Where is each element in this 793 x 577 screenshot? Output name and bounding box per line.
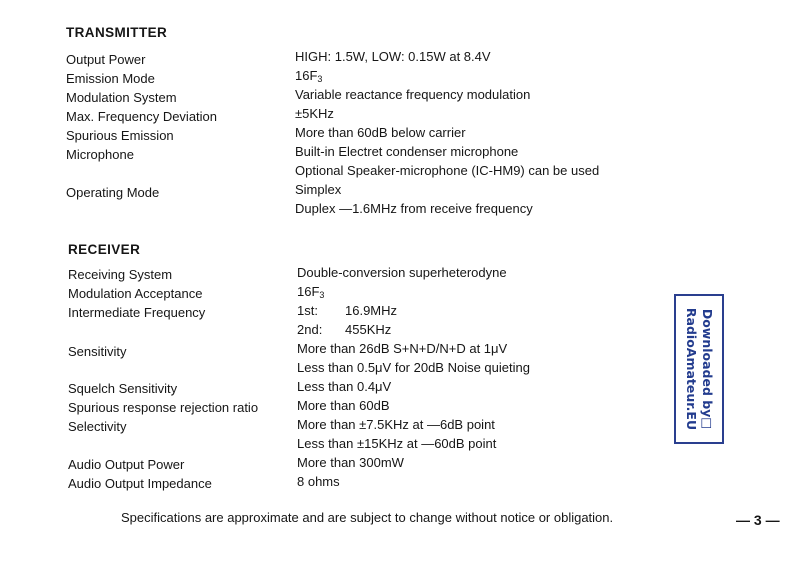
spec-value: More than ±7.5KHz at —6dB point	[297, 417, 495, 432]
transmitter-heading: TRANSMITTER	[66, 25, 168, 40]
spec-value-cont: Optional Speaker-microphone (IC-HM9) can be used	[295, 163, 600, 178]
spec-label: Modulation Acceptance	[68, 286, 203, 301]
spec-value: More than 300mW	[297, 455, 404, 470]
spec-value: Simplex	[295, 182, 342, 197]
spec-value: More than 60dB	[297, 398, 390, 413]
spec-label: Selectivity	[68, 419, 127, 434]
spec-label: Emission Mode	[66, 71, 155, 86]
spec-value: Built-in Electret condenser microphone	[295, 144, 519, 159]
spec-value: 8 ohms	[297, 474, 340, 489]
spec-label: Sensitivity	[68, 344, 127, 359]
spec-value: Variable reactance frequency modulation	[295, 87, 531, 102]
spec-value: ±5KHz	[295, 106, 334, 121]
footer-note: Specifications are approximate and are subject to change without notice or obligation.	[121, 510, 614, 525]
spec-value: 1st: 16.9MHz	[297, 303, 398, 318]
spec-label: Audio Output Power	[68, 457, 185, 472]
spec-value: Less than 0.4μV	[297, 379, 392, 394]
spec-label: Operating Mode	[66, 185, 160, 200]
spec-value: Double-conversion superheterodyne	[297, 265, 507, 280]
spec-value: HIGH: 1.5W, LOW: 0.15W at 8.4V	[295, 49, 491, 64]
spec-label: Microphone	[66, 147, 134, 162]
spec-label: Max. Frequency Deviation	[66, 109, 218, 124]
page-number: — 3 —	[736, 512, 780, 528]
spec-label: Spurious response rejection ratio	[68, 400, 259, 415]
watermark-line-2: RadioAmateur.EU	[684, 307, 699, 431]
download-watermark	[674, 294, 724, 444]
receiver-heading: RECEIVER	[68, 242, 141, 257]
spec-value-cont: 2nd: 455KHz	[297, 322, 392, 337]
spec-value-cont: Less than ±15KHz at —60dB point	[297, 436, 497, 451]
spec-value-cont: Duplex —1.6MHz from receive frequency	[295, 201, 533, 216]
spec-value: $16F_3$	[295, 68, 323, 84]
spec-label: Modulation System	[66, 90, 177, 105]
spec-value: $16F_3$	[297, 284, 325, 300]
spec-label: Audio Output Impedance	[68, 476, 212, 491]
spec-value-cont: Less than 0.5μV for 20dB Noise quieting	[297, 360, 530, 375]
spec-label: Intermediate Frequency	[68, 305, 206, 320]
spec-label: Receiving System	[68, 267, 173, 282]
spec-label: Squelch Sensitivity	[68, 381, 178, 396]
spec-label: Output Power	[66, 52, 146, 67]
spec-value: More than 60dB below carrier	[295, 125, 466, 140]
spec-label: Spurious Emission	[66, 128, 174, 143]
spec-value: More than 26dB S+N+D/N+D at 1μV	[297, 341, 508, 356]
watermark-line-1: Downloaded by□	[700, 308, 715, 430]
